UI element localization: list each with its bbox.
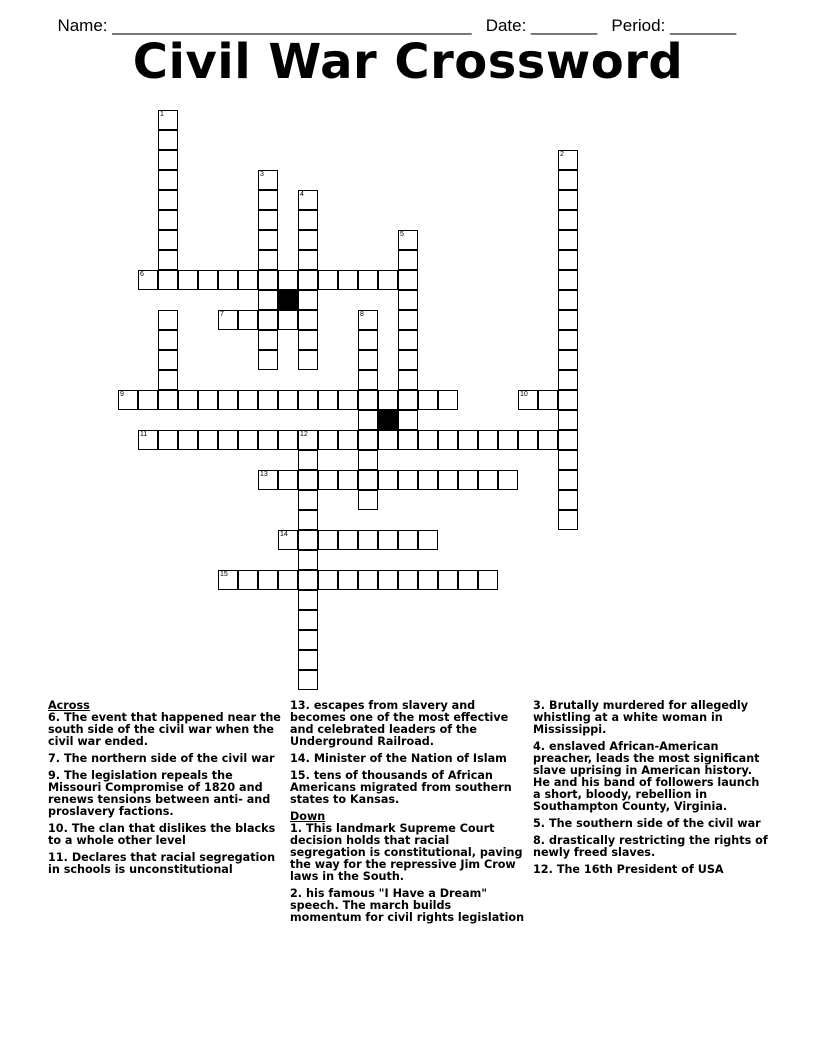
grid-cell[interactable]: [298, 210, 318, 230]
grid-cell[interactable]: [298, 590, 318, 610]
date-field-label[interactable]: Date: _______: [485, 16, 598, 35]
grid-cell[interactable]: [398, 430, 418, 450]
grid-cell[interactable]: [398, 390, 418, 410]
grid-cell[interactable]: [258, 470, 278, 490]
grid-cell[interactable]: [158, 150, 178, 170]
grid-cell[interactable]: [298, 490, 318, 510]
grid-cell[interactable]: [418, 390, 438, 410]
grid-cell[interactable]: [318, 270, 338, 290]
clue-column-3: [533, 700, 769, 881]
clue-column-2: [290, 700, 526, 929]
grid-cell[interactable]: [398, 290, 418, 310]
grid-cell[interactable]: [358, 470, 378, 490]
grid-cell[interactable]: [358, 390, 378, 410]
grid-block: [378, 410, 398, 430]
grid-cell[interactable]: [558, 510, 578, 530]
grid-cell[interactable]: [378, 570, 398, 590]
grid-cell[interactable]: [218, 390, 238, 410]
grid-cell[interactable]: [338, 570, 358, 590]
grid-cell[interactable]: [258, 250, 278, 270]
grid-cell[interactable]: [438, 430, 458, 450]
grid-cell[interactable]: [338, 270, 358, 290]
grid-cell[interactable]: [298, 650, 318, 670]
grid-cell[interactable]: [298, 530, 318, 550]
grid-cell[interactable]: [278, 390, 298, 410]
grid-cell[interactable]: [318, 430, 338, 450]
clue-across-11: 11. Declares that racial segregation in schools is unconstitutional: [48, 851, 276, 876]
grid-cell[interactable]: [158, 170, 178, 190]
grid-cell[interactable]: [298, 330, 318, 350]
grid-cell[interactable]: [358, 410, 378, 430]
grid-cell[interactable]: [258, 270, 278, 290]
grid-cell[interactable]: [298, 550, 318, 570]
grid-cell[interactable]: [258, 170, 278, 190]
grid-cell[interactable]: [158, 110, 178, 130]
grid-cell[interactable]: [258, 230, 278, 250]
grid-cell[interactable]: [378, 390, 398, 410]
grid-cell[interactable]: [558, 290, 578, 310]
period-field-label[interactable]: Period: _______: [611, 16, 737, 35]
grid-cell[interactable]: [218, 270, 238, 290]
grid-cell[interactable]: [198, 430, 218, 450]
grid-cell[interactable]: [378, 470, 398, 490]
clue-number: 13: [260, 471, 268, 478]
grid-cell[interactable]: [238, 390, 258, 410]
grid-cell[interactable]: [358, 530, 378, 550]
grid-cell[interactable]: [298, 430, 318, 450]
grid-cell[interactable]: [358, 310, 378, 330]
grid-cell[interactable]: [558, 410, 578, 430]
clue-number: 2: [560, 151, 564, 158]
grid-cell[interactable]: [238, 310, 258, 330]
clue-across-9: 9. The legislation repeals the Missouri Compromise of 1820 and renews tensions between anti- and proslavery factions.: [48, 769, 271, 818]
grid-cell[interactable]: [158, 190, 178, 210]
grid-cell[interactable]: [418, 430, 438, 450]
clue-number: 5: [400, 231, 404, 238]
clue-across-7: 7. The northern side of the civil war: [48, 752, 275, 765]
grid-cell[interactable]: [438, 570, 458, 590]
grid-cell[interactable]: [418, 570, 438, 590]
grid-cell[interactable]: [298, 310, 318, 330]
clue-number: 10: [520, 391, 528, 398]
grid-cell[interactable]: [558, 310, 578, 330]
grid-cell[interactable]: [298, 450, 318, 470]
grid-cell[interactable]: [418, 530, 438, 550]
grid-cell[interactable]: [558, 150, 578, 170]
grid-cell[interactable]: [198, 270, 218, 290]
grid-cell[interactable]: [178, 430, 198, 450]
grid-cell[interactable]: [138, 390, 158, 410]
grid-cell[interactable]: [558, 250, 578, 270]
grid-cell[interactable]: [558, 270, 578, 290]
grid-cell[interactable]: [558, 470, 578, 490]
grid-cell[interactable]: [558, 370, 578, 390]
grid-cell[interactable]: [398, 410, 418, 430]
grid-cell[interactable]: [218, 430, 238, 450]
grid-cell[interactable]: [158, 390, 178, 410]
grid-cell[interactable]: [338, 390, 358, 410]
grid-cell[interactable]: [158, 230, 178, 250]
grid-cell[interactable]: [338, 530, 358, 550]
grid-cell[interactable]: [418, 470, 438, 490]
grid-cell[interactable]: [458, 470, 478, 490]
grid-cell[interactable]: [298, 470, 318, 490]
grid-cell[interactable]: [378, 270, 398, 290]
grid-cell[interactable]: [158, 270, 178, 290]
grid-cell[interactable]: [398, 350, 418, 370]
grid-cell[interactable]: [358, 370, 378, 390]
grid-cell[interactable]: [438, 470, 458, 490]
grid-cell[interactable]: [378, 430, 398, 450]
grid-cell[interactable]: [298, 230, 318, 250]
grid-cell[interactable]: [138, 270, 158, 290]
grid-cell[interactable]: [318, 470, 338, 490]
grid-cell[interactable]: [358, 270, 378, 290]
grid-cell[interactable]: [258, 210, 278, 230]
clue-across-6: 6. The event that happened near the south side of the civil war when the civil war ended.: [48, 711, 281, 748]
clue-number: 6: [140, 271, 144, 278]
grid-cell[interactable]: [318, 530, 338, 550]
grid-cell[interactable]: [378, 530, 398, 550]
grid-cell[interactable]: [238, 430, 258, 450]
clue-down-1: 1. This landmark Supreme Court decision holds that racial segregation is constitutional, paving the way for the repressive Jim Crow laws in the South.: [290, 822, 523, 883]
grid-cell[interactable]: [278, 430, 298, 450]
clue-number: 11: [140, 431, 148, 438]
grid-cell[interactable]: [538, 430, 558, 450]
clue-number: 12: [300, 431, 308, 438]
clue-number: 3: [260, 171, 264, 178]
grid-cell[interactable]: [158, 370, 178, 390]
grid-cell[interactable]: [338, 470, 358, 490]
clue-across-15: 15. tens of thousands of African Americans migrated from southern states to Kansas.: [290, 769, 512, 806]
grid-cell[interactable]: [158, 250, 178, 270]
grid-cell[interactable]: [258, 390, 278, 410]
grid-cell[interactable]: [458, 430, 478, 450]
clue-number: 14: [280, 531, 288, 538]
clue-number: 8: [360, 311, 364, 318]
grid-cell[interactable]: [298, 390, 318, 410]
grid-cell[interactable]: [358, 490, 378, 510]
grid-cell[interactable]: [558, 430, 578, 450]
clue-number: 7: [220, 311, 224, 318]
grid-cell[interactable]: [398, 370, 418, 390]
clue-down-5: 5. The southern side of the civil war: [533, 817, 761, 830]
grid-cell[interactable]: [258, 430, 278, 450]
grid-cell[interactable]: [298, 610, 318, 630]
grid-cell[interactable]: [558, 190, 578, 210]
grid-cell[interactable]: [358, 570, 378, 590]
grid-cell[interactable]: [298, 350, 318, 370]
grid-cell[interactable]: [218, 570, 238, 590]
grid-cell[interactable]: [258, 190, 278, 210]
grid-cell[interactable]: [158, 350, 178, 370]
clue-down-8: 8. drastically restricting the rights of newly freed slaves.: [533, 834, 768, 859]
clue-number: 4: [300, 191, 304, 198]
grid-cell[interactable]: [518, 390, 538, 410]
grid-cell[interactable]: [558, 330, 578, 350]
grid-cell[interactable]: [298, 190, 318, 210]
grid-cell[interactable]: [278, 310, 298, 330]
grid-cell[interactable]: [258, 290, 278, 310]
grid-cell[interactable]: [218, 310, 238, 330]
clue-number: 9: [120, 391, 124, 398]
grid-cell[interactable]: [238, 270, 258, 290]
grid-cell[interactable]: [118, 390, 138, 410]
grid-cell[interactable]: [298, 270, 318, 290]
grid-cell[interactable]: [278, 570, 298, 590]
grid-cell[interactable]: [258, 310, 278, 330]
grid-cell[interactable]: [558, 350, 578, 370]
grid-cell[interactable]: [298, 510, 318, 530]
grid-cell[interactable]: [298, 570, 318, 590]
clue-across-14: 14. Minister of the Nation of Islam: [290, 752, 507, 765]
grid-cell[interactable]: [318, 390, 338, 410]
grid-cell[interactable]: [198, 390, 218, 410]
grid-cell[interactable]: [478, 570, 498, 590]
grid-cell[interactable]: [478, 430, 498, 450]
grid-cell[interactable]: [358, 430, 378, 450]
grid-cell[interactable]: [538, 390, 558, 410]
across-heading: Across: [48, 699, 90, 712]
grid-cell[interactable]: [398, 250, 418, 270]
grid-cell[interactable]: [558, 170, 578, 190]
grid-cell[interactable]: [498, 470, 518, 490]
grid-cell[interactable]: [298, 250, 318, 270]
grid-cell[interactable]: [278, 270, 298, 290]
grid-cell[interactable]: [398, 230, 418, 250]
grid-cell[interactable]: [178, 270, 198, 290]
grid-cell[interactable]: [398, 310, 418, 330]
grid-cell[interactable]: [558, 390, 578, 410]
grid-cell[interactable]: [298, 290, 318, 310]
grid-cell[interactable]: [518, 430, 538, 450]
grid-cell[interactable]: [298, 630, 318, 650]
grid-cell[interactable]: [558, 490, 578, 510]
grid-cell[interactable]: [258, 350, 278, 370]
grid-cell[interactable]: [178, 390, 198, 410]
grid-cell[interactable]: [478, 470, 498, 490]
grid-cell[interactable]: [158, 330, 178, 350]
clue-down-4: 4. enslaved African-American preacher, leads the most significant slave uprising in American history. He and his band of followers launch a short, bloody, rebellion in Southampton County, Virginia.: [533, 740, 760, 813]
grid-cell[interactable]: [558, 230, 578, 250]
grid-cell[interactable]: [398, 570, 418, 590]
grid-cell[interactable]: [158, 210, 178, 230]
clue-number: 15: [220, 571, 228, 578]
clue-down-2: 2. his famous "I Have a Dream" speech. The march builds momentum for civil rights legislation: [290, 887, 525, 924]
grid-cell[interactable]: [438, 390, 458, 410]
grid-cell[interactable]: [498, 430, 518, 450]
grid-cell[interactable]: [318, 570, 338, 590]
clue-number: 1: [160, 111, 164, 118]
grid-cell[interactable]: [398, 530, 418, 550]
clue-across-13: 13. escapes from slavery and becomes one of the most effective and celebrated leaders of the Underground Railroad.: [290, 699, 509, 748]
grid-cell[interactable]: [158, 130, 178, 150]
grid-cell[interactable]: [338, 430, 358, 450]
grid-cell[interactable]: [398, 270, 418, 290]
grid-cell[interactable]: [278, 470, 298, 490]
grid-cell[interactable]: [278, 530, 298, 550]
grid-cell[interactable]: [158, 310, 178, 330]
grid-cell[interactable]: [138, 430, 158, 450]
grid-block: [278, 290, 298, 310]
page-title: Civil War Crossword: [132, 34, 684, 90]
down-heading: Down: [290, 810, 326, 823]
grid-cell[interactable]: [358, 350, 378, 370]
clue-across-10: 10. The clan that dislikes the blacks to a whole other level: [48, 822, 276, 847]
grid-cell[interactable]: [258, 330, 278, 350]
grid-cell[interactable]: [298, 670, 318, 690]
grid-cell[interactable]: [458, 570, 478, 590]
grid-cell[interactable]: [158, 430, 178, 450]
grid-cell[interactable]: [238, 570, 258, 590]
grid-cell[interactable]: [358, 330, 378, 350]
grid-cell[interactable]: [398, 330, 418, 350]
name-field-label[interactable]: Name: ______________________________________: [57, 16, 472, 35]
grid-cell[interactable]: [258, 570, 278, 590]
grid-cell[interactable]: [358, 450, 378, 470]
clue-column-1: [48, 700, 284, 881]
clue-down-12: 12. The 16th President of USA: [533, 863, 724, 876]
grid-cell[interactable]: [398, 470, 418, 490]
clue-down-3: 3. Brutally murdered for allegedly whistling at a white woman in Mississippi.: [533, 699, 749, 736]
grid-cell[interactable]: [558, 450, 578, 470]
grid-cell[interactable]: [558, 210, 578, 230]
